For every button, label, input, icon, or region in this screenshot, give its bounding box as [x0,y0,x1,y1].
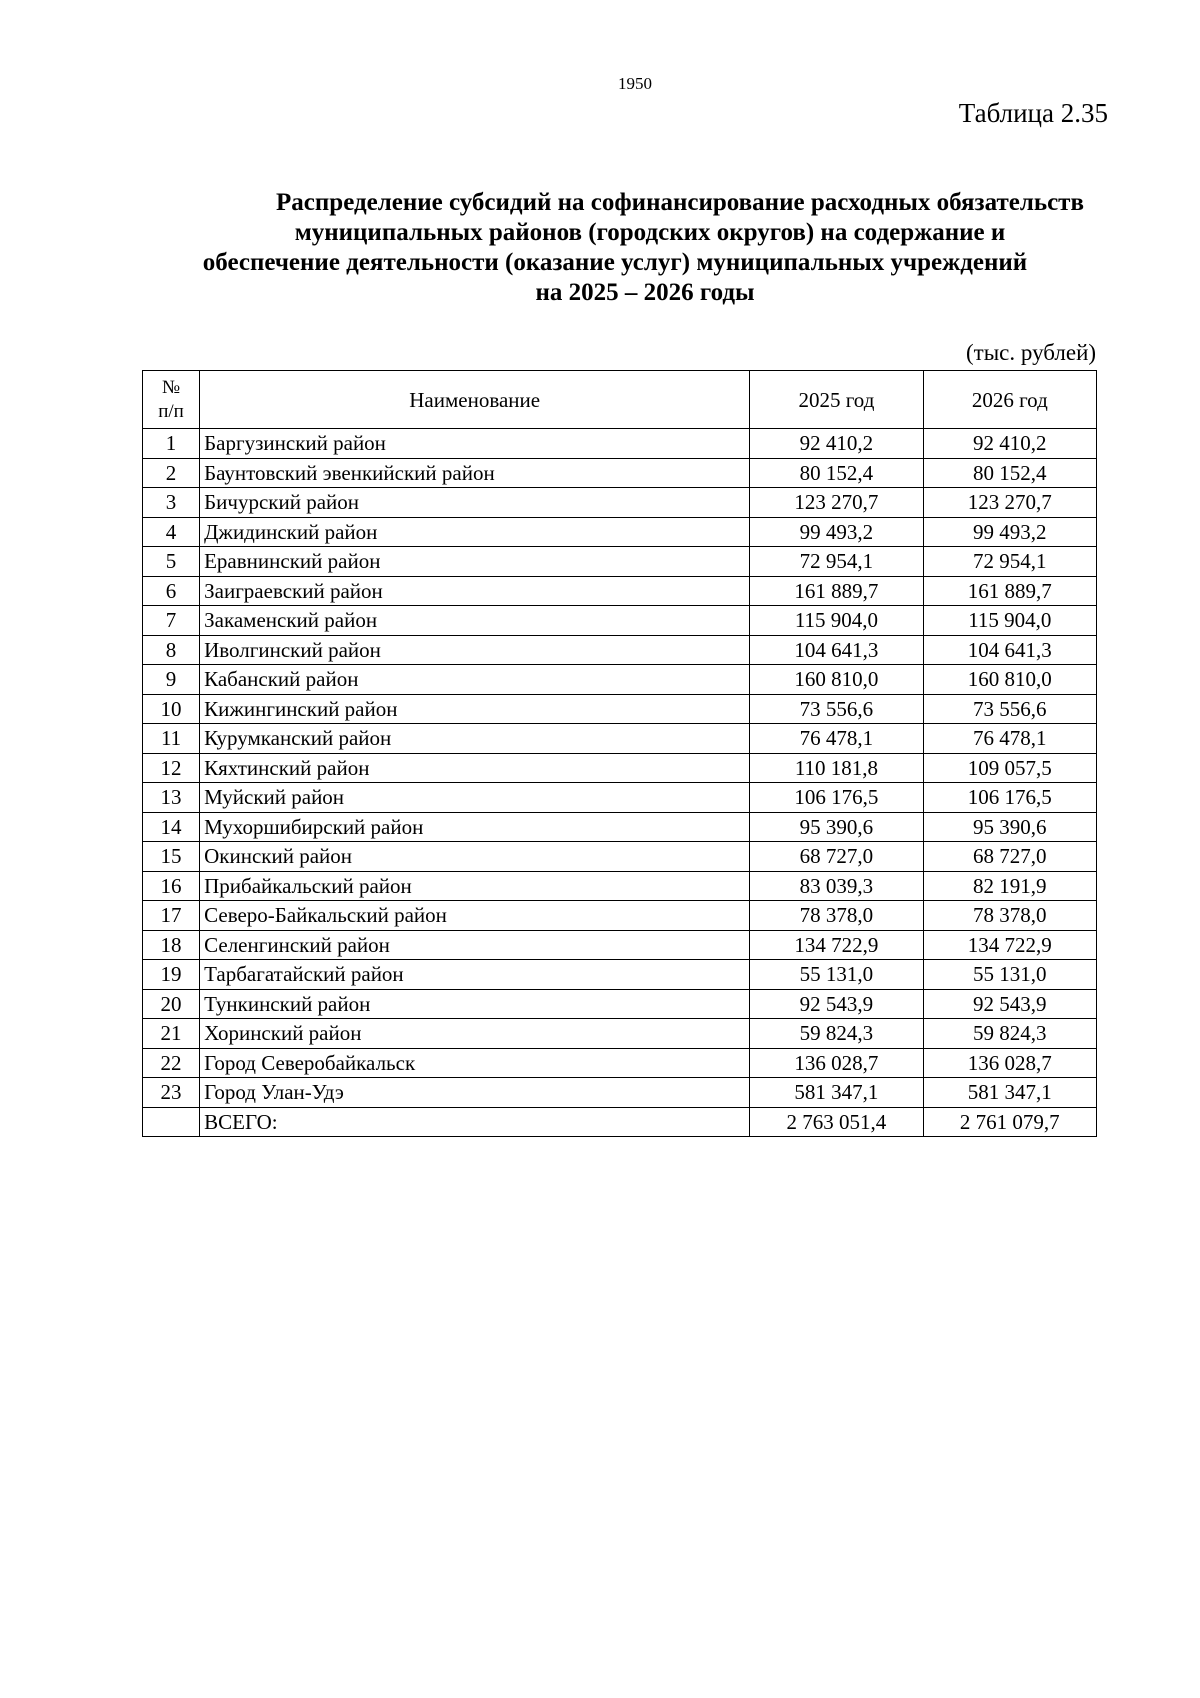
row-number: 15 [143,842,200,872]
row-number: 8 [143,635,200,665]
row-name: ВСЕГО: [200,1107,750,1137]
row-value-2025: 2 763 051,4 [750,1107,923,1137]
row-value-2025: 136 028,7 [750,1048,923,1078]
header-number-sign: № [161,376,181,398]
row-name: Мухоршибирский район [200,812,750,842]
row-value-2026: 136 028,7 [923,1048,1096,1078]
row-value-2026: 55 131,0 [923,960,1096,990]
title-line: муниципальных районов (городских округов) на содержание и [294,219,1006,246]
row-value-2026: 78 378,0 [923,901,1096,931]
table-label: Таблица 2.35 [958,98,1108,128]
row-name: Город Улан-Удэ [200,1078,750,1108]
table-row [143,871,1097,901]
table-row [143,458,1097,488]
row-number: 7 [143,606,200,636]
row-name: Тарбагатайский район [200,960,750,990]
row-value-2026: 581 347,1 [923,1078,1096,1108]
header-number [143,371,200,429]
row-value-2025: 95 390,6 [750,812,923,842]
table-row [143,1019,1097,1049]
row-value-2026: 106 176,5 [923,783,1096,813]
row-number: 14 [143,812,200,842]
row-value-2025: 59 824,3 [750,1019,923,1049]
row-value-2025: 160 810,0 [750,665,923,695]
table-row [143,960,1097,990]
header-2026: 2026 год [923,371,1096,429]
row-number: 22 [143,1048,200,1078]
row-value-2025: 161 889,7 [750,576,923,606]
table-row [143,576,1097,606]
row-name: Кяхтинский район [200,753,750,783]
header-name: Наименование [200,371,750,429]
table-row [143,1048,1097,1078]
row-name: Баргузинский район [200,429,750,459]
row-name: Окинский район [200,842,750,872]
row-value-2026: 2 761 079,7 [923,1107,1096,1137]
title-line: Распределение субсидий на софинансирование расходных обязательств [276,189,1084,216]
table-row [143,517,1097,547]
row-value-2026: 161 889,7 [923,576,1096,606]
row-name: Еравнинский район [200,547,750,577]
table-header-row [143,371,1097,429]
row-value-2025: 68 727,0 [750,842,923,872]
row-value-2026: 99 493,2 [923,517,1096,547]
row-name: Курумканский район [200,724,750,754]
table-row [143,488,1097,518]
row-value-2026: 95 390,6 [923,812,1096,842]
row-value-2025: 72 954,1 [750,547,923,577]
row-name: Закаменский район [200,606,750,636]
row-name: Иволгинский район [200,635,750,665]
row-name: Прибайкальский район [200,871,750,901]
row-value-2026: 115 904,0 [923,606,1096,636]
row-name: Джидинский район [200,517,750,547]
table-row [143,665,1097,695]
row-number: 13 [143,783,200,813]
row-value-2026: 92 543,9 [923,989,1096,1019]
table-row [143,753,1097,783]
row-value-2025: 73 556,6 [750,694,923,724]
row-number: 2 [143,458,200,488]
row-number [143,1107,200,1137]
table-row [143,842,1097,872]
row-value-2026: 82 191,9 [923,871,1096,901]
row-number: 21 [143,1019,200,1049]
row-value-2026: 104 641,3 [923,635,1096,665]
table-row [143,547,1097,577]
row-value-2025: 92 543,9 [750,989,923,1019]
row-value-2026: 76 478,1 [923,724,1096,754]
row-number: 16 [143,871,200,901]
table-row [143,724,1097,754]
row-value-2025: 104 641,3 [750,635,923,665]
row-value-2025: 123 270,7 [750,488,923,518]
document-title [130,188,1130,308]
row-value-2025: 99 493,2 [750,517,923,547]
row-value-2025: 80 152,4 [750,458,923,488]
total-row [143,1107,1097,1137]
header-2025: 2025 год [750,371,923,429]
row-value-2025: 110 181,8 [750,753,923,783]
row-value-2026: 123 270,7 [923,488,1096,518]
table-row [143,783,1097,813]
row-number: 6 [143,576,200,606]
row-number: 11 [143,724,200,754]
table-row [143,429,1097,459]
table-row [143,1078,1097,1108]
row-value-2026: 68 727,0 [923,842,1096,872]
row-number: 1 [143,429,200,459]
row-number: 20 [143,989,200,1019]
row-number: 4 [143,517,200,547]
table-body [143,429,1097,1137]
row-value-2026: 134 722,9 [923,930,1096,960]
units-label: (тыс. рублей) [966,340,1097,365]
row-name: Муйский район [200,783,750,813]
table-row [143,930,1097,960]
row-name: Хоринский район [200,1019,750,1049]
row-value-2026: 160 810,0 [923,665,1096,695]
row-value-2025: 134 722,9 [750,930,923,960]
table-row [143,694,1097,724]
row-number: 5 [143,547,200,577]
row-number: 3 [143,488,200,518]
row-name: Тункинский район [200,989,750,1019]
row-value-2025: 76 478,1 [750,724,923,754]
subsidies-table [142,370,1097,1137]
row-value-2026: 73 556,6 [923,694,1096,724]
row-value-2025: 92 410,2 [750,429,923,459]
table-row [143,635,1097,665]
table-row [143,812,1097,842]
row-name: Северо-Байкальский район [200,901,750,931]
row-value-2025: 83 039,3 [750,871,923,901]
row-name: Заиграевский район [200,576,750,606]
row-number: 10 [143,694,200,724]
row-value-2025: 115 904,0 [750,606,923,636]
row-name: Кижингинский район [200,694,750,724]
row-number: 23 [143,1078,200,1108]
page-number: 1950 [618,74,652,93]
table-row [143,606,1097,636]
row-name: Селенгинский район [200,930,750,960]
row-name: Баунтовский эвенкийский район [200,458,750,488]
row-number: 18 [143,930,200,960]
row-number: 12 [143,753,200,783]
row-name: Город Северобайкальск [200,1048,750,1078]
row-value-2026: 59 824,3 [923,1019,1096,1049]
row-name: Бичурский район [200,488,750,518]
row-number: 9 [143,665,200,695]
table-row [143,989,1097,1019]
title-line: обеспечение деятельности (оказание услуг) муниципальных учреждений [202,249,1028,276]
header-number-abbr: п/п [158,400,184,422]
row-value-2026: 92 410,2 [923,429,1096,459]
row-value-2026: 109 057,5 [923,753,1096,783]
row-value-2026: 80 152,4 [923,458,1096,488]
row-value-2025: 55 131,0 [750,960,923,990]
row-value-2026: 72 954,1 [923,547,1096,577]
row-number: 17 [143,901,200,931]
row-number: 19 [143,960,200,990]
row-name: Кабанский район [200,665,750,695]
row-value-2025: 78 378,0 [750,901,923,931]
row-value-2025: 581 347,1 [750,1078,923,1108]
row-value-2025: 106 176,5 [750,783,923,813]
title-line: на 2025 – 2026 годы [535,279,755,306]
table-row [143,901,1097,931]
